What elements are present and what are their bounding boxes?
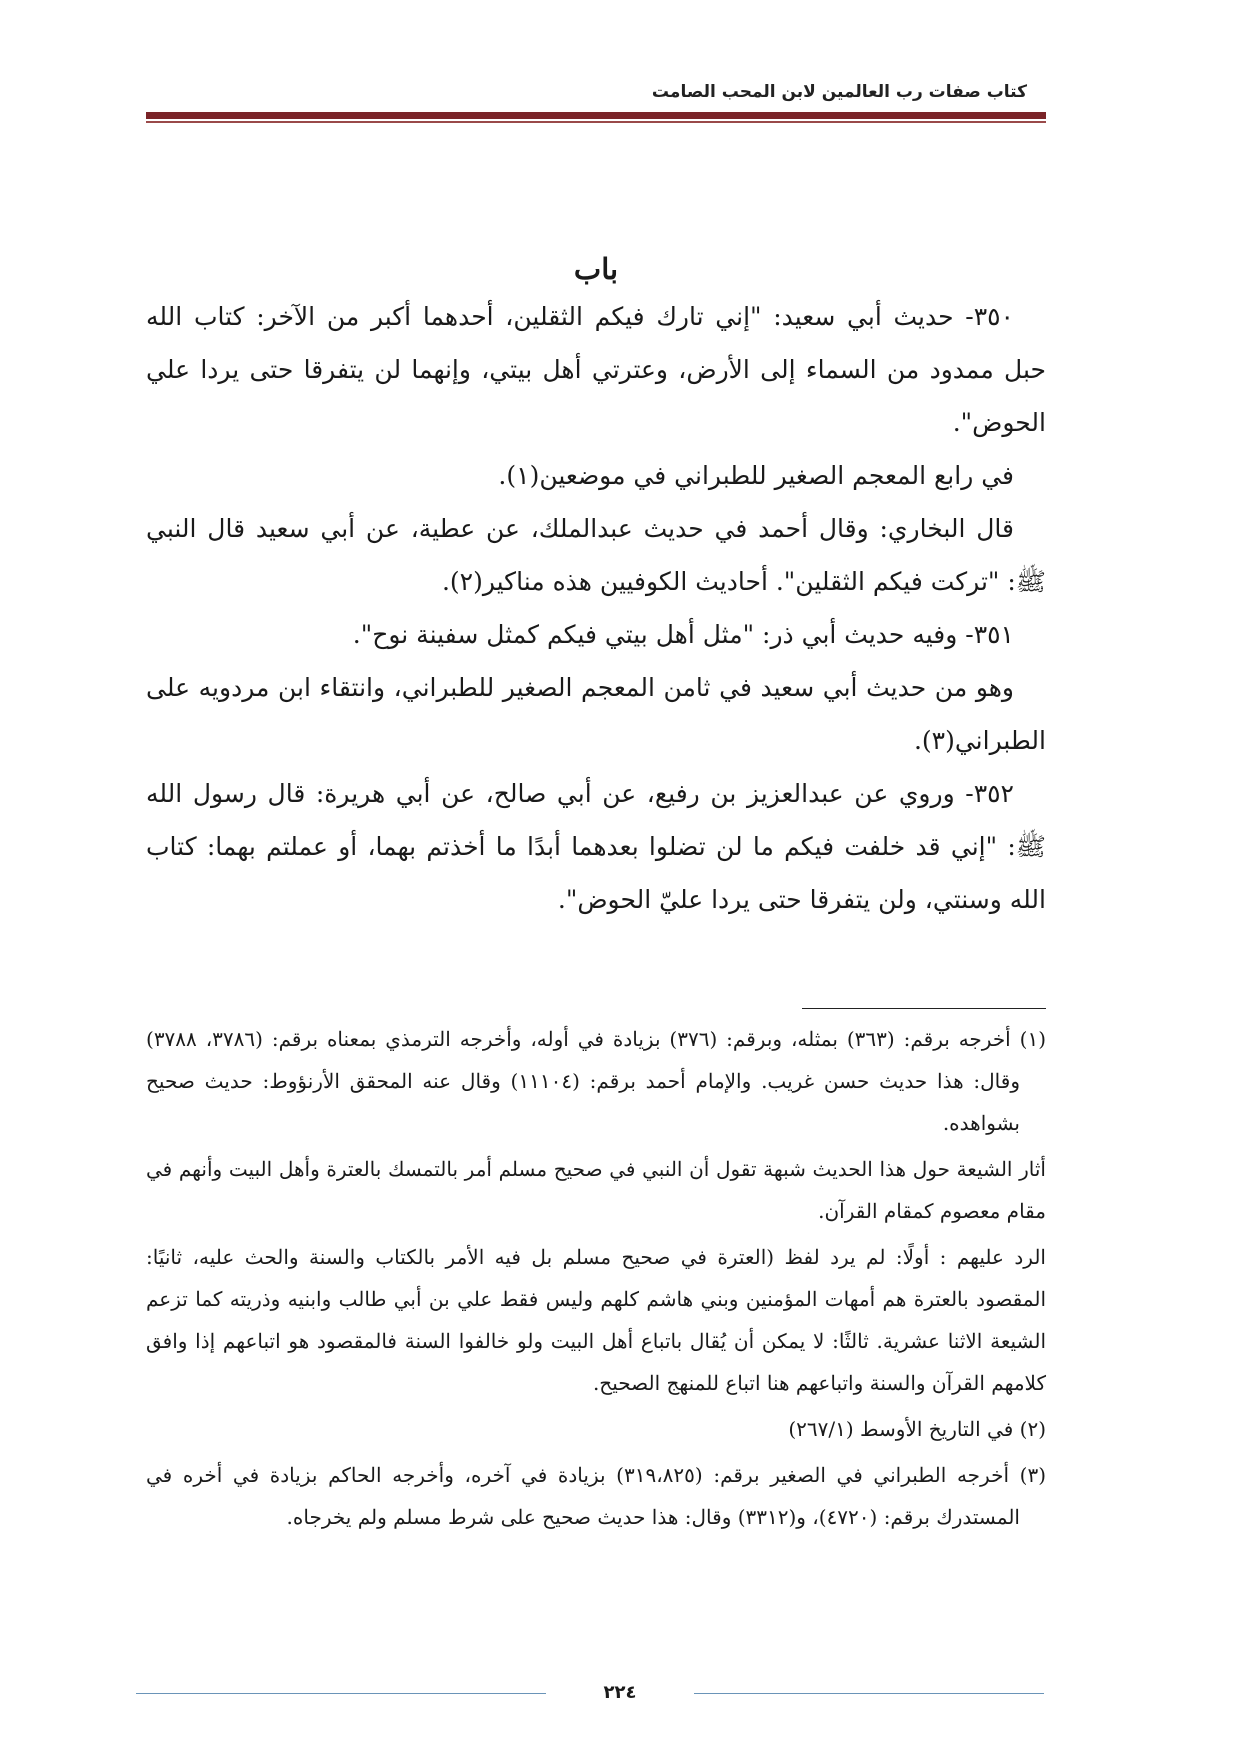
footnote-note-reply: الرد عليهم : أولًا: لم يرد لفظ (العترة في صحيح مسلم بل فيه الأمر بالكتاب والسنة والحث عليه، ثانيًا: المقصود بالعترة هم أمهات المؤمنين وبني هاشم كلهم وليس فقط علي بن أبي طالب وابنيه وذريته كما تزعم الشيعة الاثنا عشرية. ثالثًا: لا يمكن أن يُقال باتباع أهل البيت ولو خالفوا السنة فالمقصود هو اتباعهم إذا وافق كلامهم القرآن والسنة واتباعهم هنا اتباع للمنهج الصحيح.: [146, 1245, 1046, 1395]
footnotes: [146, 1018, 1046, 1542]
footnote-note-shia: أثار الشيعة حول هذا الحديث شبهة تقول أن النبي في صحيح مسلم أمر بالتمسك بالعترة وأهل البيت وأنهم في مقام معصوم كمقام القرآن.: [146, 1157, 1046, 1223]
header-rule-thin: [146, 121, 1046, 123]
paragraph-source-1: في رابع المعجم الصغير للطبراني في موضعين(١).: [498, 461, 1014, 490]
header-rule: [146, 112, 1046, 119]
footnote-3: (٣) أخرجه الطبراني في الصغير برقم: (٣١٩،٨٢٥) بزيادة في آخره، وأخرجه الحاكم بزيادة في أخره في المستدرك برقم: (٤٧٢٠)، و(٣٣١٢) وقال: هذا حديث صحيح على شرط مسلم ولم يخرجاه.: [146, 1463, 1046, 1529]
page-number: ٢٢٤: [603, 1682, 637, 1703]
footer-line-left: [136, 1693, 546, 1694]
paragraph-352: ٣٥٢- وروي عن عبدالعزيز بن رفيع، عن أبي صالح، عن أبي هريرة: قال رسول الله ﷺ: "إني قد خلفت فيكم ما لن تضلوا بعدهما أبدًا ما أخذتم بهما، أو عملتم بهما: كتاب الله وسنتي، ولن يتفرقا حتى يردا عليّ الحوض".: [146, 779, 1046, 914]
paragraph-350: ٣٥٠- حديث أبي سعيد: "إني تارك فيكم الثقلين، أحدهما أكبر من الآخر: كتاب الله حبل ممدود من السماء إلى الأرض، وعترتي أهل بيتي، وإنهما لن يتفرقا حتى يردا علي الحوض".: [146, 302, 1046, 437]
footnote-separator: [802, 1008, 1046, 1009]
paragraph-source-3: وهو من حديث أبي سعيد في ثامن المعجم الصغير للطبراني، وانتقاء ابن مردويه على الطبراني(٣).: [146, 673, 1046, 755]
paragraph-351: ٣٥١- وفيه حديث أبي ذر: "مثل أهل بيتي فيكم كمثل سفينة نوح".: [352, 620, 1014, 649]
paragraph-bukhari: قال البخاري: وقال أحمد في حديث عبدالملك، عن عطية، عن أبي سعيد قال النبي ﷺ: "تركت فيكم الثقلين". أحاديث الكوفيين هذه مناكير(٢).: [146, 514, 1046, 596]
footnote-1: (١) أخرجه برقم: (٣٦٣) بمثله، وبرقم: (٣٧٦) بزيادة في أوله، وأخرجه الترمذي بمعناه برقم: (٣٧٨٦، ٣٧٨٨) وقال: هذا حديث حسن غريب. والإمام أحمد برقم: (١١١٠٤) وقال عنه المحقق الأرنؤوط: حديث صحيح بشواهده.: [146, 1027, 1047, 1135]
footnote-2: (٢) في التاريخ الأوسط (٢٦٧/١): [788, 1417, 1046, 1441]
footer-line-right: [694, 1693, 1044, 1694]
main-text: [146, 290, 1046, 926]
chapter-title: باب: [573, 252, 619, 286]
running-header: كتاب صفات رب العالمين لابن المحب الصامت: [651, 82, 1027, 102]
